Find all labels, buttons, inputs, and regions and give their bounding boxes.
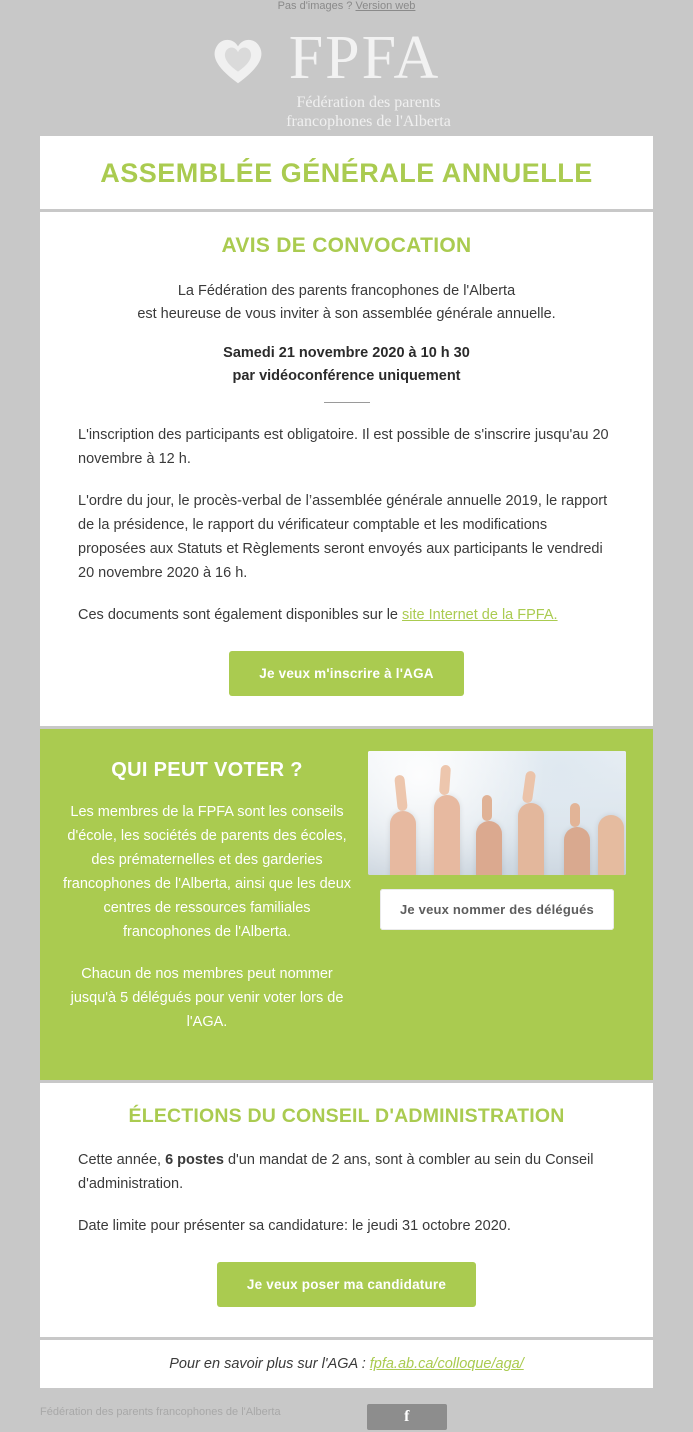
voters-paragraph-2: Chacun de nos membres peut nommer jusqu'à 5 délégués pour venir voter lors de l'AGA. [70,966,344,1030]
notice-paragraph-1: L'inscription des participants est obligatoire. Il est possible de s'inscrire jusqu'au 20 novembre à 12 h. [78,427,609,467]
notice-section [40,212,653,726]
nominate-delegates-button[interactable]: Je veux nommer des délégués [380,889,614,930]
notice-paragraph-3 [78,603,615,627]
notice-datetime [78,342,615,388]
notice-paragraph-2: L'ordre du jour, le procès-verbal de l’assemblée générale annuelle 2019, le rapport de la présidence, le rapport du vérificateur comptable et les modifications proposées aux Statuts et Règlements seront envoyés aux participants le vendredi 20 novembre 2020 à 16 h. [78,493,608,581]
title-band [40,136,653,209]
submit-candidacy-button[interactable]: Je veux poser ma candidature [217,1262,476,1307]
notice-heading: AVIS DE CONVOCATION [221,234,472,257]
logo-band [0,14,693,136]
notice-date-line1: Samedi 21 novembre 2020 à 10 h 30 [223,345,470,361]
facebook-icon[interactable]: f [367,1404,447,1430]
hand-shape [564,827,590,875]
elections-para1-prefix: Cette année, [78,1152,166,1168]
notice-intro-line1: La Fédération des parents francophones de l'Alberta [177,283,516,299]
notice-intro-line2: est heureuse de vous inviter à son assemblée générale annuelle. [137,306,556,322]
more-info-text: Pour en savoir plus sur l'AGA : [169,1356,370,1372]
elections-paragraph-2: Date limite pour présenter sa candidature: le jeudi 31 octobre 2020. [78,1218,511,1234]
web-version-link[interactable]: Version web [355,0,416,12]
elections-para1-suffix: d'un mandat de 2 ans, sont à combler au sein du Conseil d'administration. [78,1152,594,1192]
voters-section [40,729,653,1080]
elections-section [40,1083,653,1337]
hand-shape [518,803,544,875]
aga-page-link[interactable]: fpfa.ab.ca/colloque/aga/ [369,1356,524,1372]
hand-shape [598,815,624,875]
delegates-cta-wrap [368,889,626,930]
hand-shape [390,811,416,875]
raised-hands-photo [368,751,626,875]
notice-intro [78,280,615,326]
elections-seats-count: 6 postes [165,1152,224,1168]
horizontal-rule [324,402,370,403]
page-title: ASSEMBLÉE GÉNÉRALE ANNUELLE [100,158,593,188]
email-container [40,136,653,1388]
finger-shape [439,765,451,796]
hand-shape [476,821,502,875]
logo-wordmark: FPFA [288,24,441,92]
more-info-band [40,1340,653,1388]
finger-shape [570,803,580,827]
voters-paragraph-1: Les membres de la FPFA sont les conseils d'école, les sociétés de parents des écoles, des prématernelles et des garderies francophones de l'Alberta, ainsi que les deux centres de ressources familiales francophones de l'Alberta. [62,804,352,940]
notice-date-line2: par vidéoconférence uniquement [232,368,461,384]
email-footer [0,1388,693,1430]
voters-media-column [368,751,626,1052]
logo-tagline-line2: francophones de l'Alberta [286,113,451,130]
hand-shape [434,795,460,875]
notice-paragraph-3-prefix: Ces documents sont également disponibles sur le [78,607,403,623]
elections-paragraph-1 [78,1148,615,1196]
register-cta-wrap [78,651,615,696]
preheader [0,0,693,14]
logo [197,25,497,131]
candidacy-cta-wrap [78,1262,615,1307]
voters-text-column [62,751,352,1052]
voters-heading: QUI PEUT VOTER ? [111,759,303,781]
fpfa-website-link[interactable]: site Internet de la FPFA. [402,607,558,623]
preheader-text: Pas d'images ? [277,0,353,12]
register-button[interactable]: Je veux m'inscrire à l'AGA [229,651,463,696]
logo-tagline-line1: Fédération des parents [296,94,441,111]
elections-heading: ÉLECTIONS DU CONSEIL D'ADMINISTRATION [128,1105,565,1127]
finger-shape [482,795,492,821]
footer-org-name: Fédération des parents francophones de l'Alberta [40,1406,281,1418]
